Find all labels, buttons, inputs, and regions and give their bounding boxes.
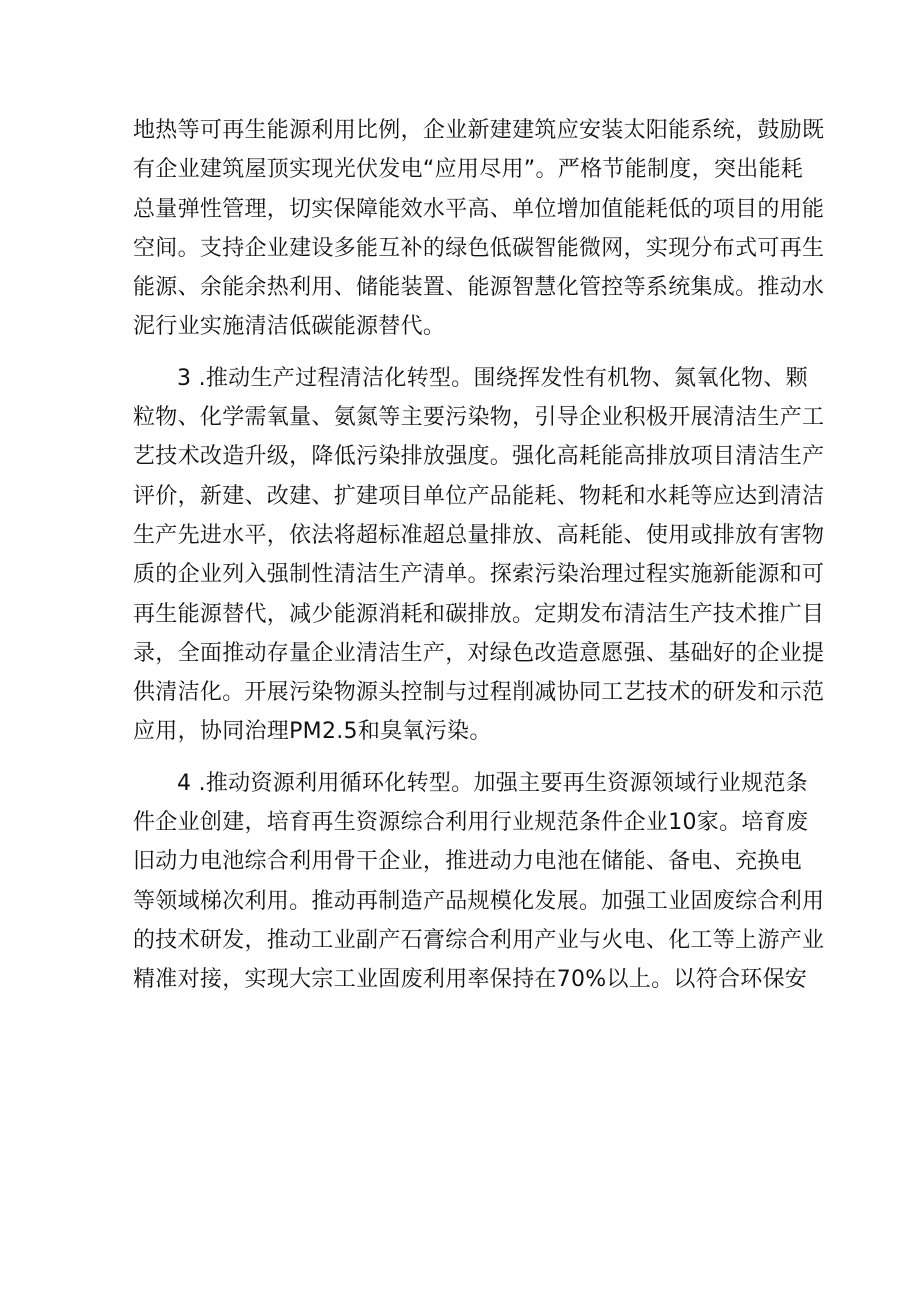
text-line: 录，全面推动存量企业清洁生产，对绿色改造意愿强、基础好的企业提 — [133, 640, 825, 666]
text-line: 生产先进水平，依法将超标准超总量排放、高耗能、使用或排放有害物 — [133, 522, 825, 548]
text-line: 件企业创建，培育再生资源综合利用行业规范条件企业10家。培育废 — [133, 810, 809, 836]
text-line: 的技术研发，推动工业副产石膏综合利用产业与火电、化工等上游产业 — [133, 927, 825, 953]
text-line: 空间。支持企业建设多能互补的绿色低碳智能微网，实现分布式可再生 — [133, 235, 825, 261]
text-line: 旧动力电池综合利用骨干企业，推进动力电池在储能、备电、充换电 — [133, 849, 803, 875]
text-line: 总量弹性管理，切实保障能效水平高、单位增加值能耗低的项目的用能 — [133, 196, 825, 222]
text-line: 应用，协同治理PM2.5和臭氧污染。 — [133, 719, 492, 745]
text-line: 泥行业实施清洁低碳能源替代。 — [133, 314, 446, 340]
text-line: 有企业建筑屋顶实现光伏发电“应用尽用”。严格节能制度，突出能耗 — [133, 157, 804, 183]
text-line: 粒物、化学需氧量、氨氮等主要污染物，引导企业积极开展清洁生产工 — [133, 405, 825, 431]
paragraph-energy — [133, 111, 825, 347]
text-line: 地热等可再生能源利用比例，企业新建建筑应安装太阳能系统，鼓励既 — [133, 118, 825, 143]
text-line: 精准对接，实现大宗工业固废利用率保持在70%以上。以符合环保安 — [133, 967, 808, 993]
text-line: 供清洁化。开展污染物源头控制与过程削减协同工艺技术的研发和示范 — [133, 680, 825, 706]
text-line: 4 .推动资源利用循环化转型。加强主要再生资源领域行业规范条 — [177, 770, 808, 796]
text-line: 评价，新建、改建、扩建项目单位产品能耗、物耗和水耗等应达到清洁 — [133, 483, 825, 509]
paragraph-clean-production — [133, 359, 825, 752]
text-line: 3 .推动生产过程清洁化转型。围绕挥发性有机物、氮氧化物、颗 — [177, 365, 808, 391]
document-body — [133, 111, 825, 1012]
text-line: 等领域梯次利用。推动再制造产品规模化发展。加强工业固废综合利用 — [133, 888, 825, 914]
text-line: 能源、余能余热利用、储能装置、能源智慧化管控等系统集成。推动水 — [133, 275, 825, 301]
text-line: 质的企业列入强制性清洁生产清单。探索污染治理过程实施新能源和可 — [133, 562, 825, 588]
text-line: 艺技术改造升级，降低污染排放强度。强化高耗能高排放项目清洁生产 — [133, 444, 825, 470]
text-line: 再生能源替代，减少能源消耗和碳排放。定期发布清洁生产技术推广目 — [133, 601, 825, 627]
paragraph-resource-recycling — [133, 764, 825, 1000]
